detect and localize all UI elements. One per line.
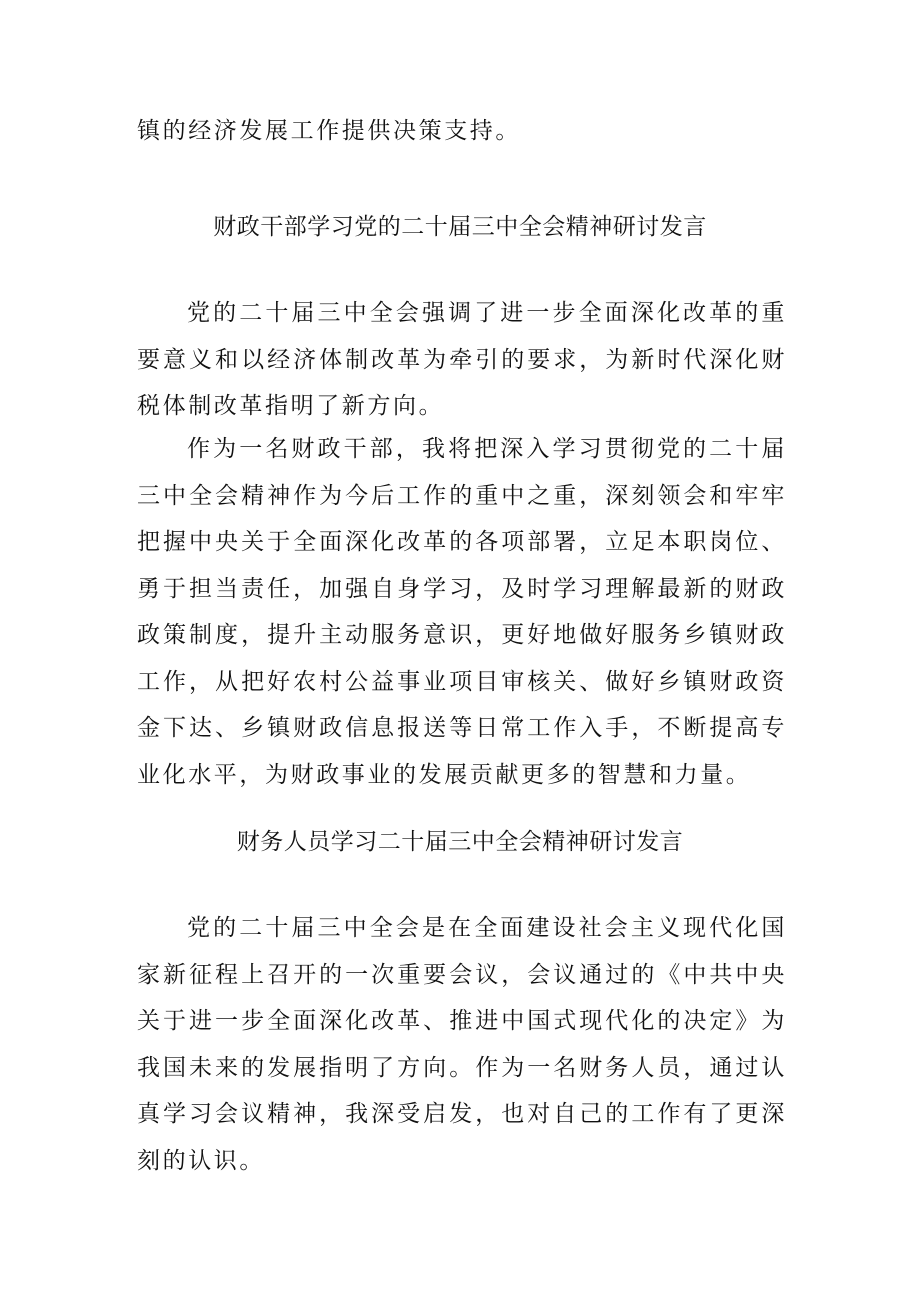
- body-paragraph: 党的二十届三中全会强调了进一步全面深化改革的重要意义和以经济体制改革为牵引的要求，为新时代深化财税体制改革指明了新方向。: [137, 300, 787, 419]
- section-heading-finance-cadre: 财政干部学习党的二十届三中全会精神研讨发言: [213, 214, 707, 240]
- carry-over-paragraph: 镇的经济发展工作提供决策支持。: [137, 118, 521, 144]
- section-heading-finance-staff: 财务人员学习二十届三中全会精神研讨发言: [236, 829, 684, 855]
- body-paragraph: 作为一名财政干部，我将把深入学习贯彻党的二十届三中全会精神作为今后工作的重中之重，深刻领会和牢牢把握中央关于全面深化改革的各项部署，立足本职岗位、勇于担当责任，加强自身学习，及时学习理解最新的财政政策制度，提升主动服务意识，更好地做好服务乡镇财政工作，从把好农村公益事业项目审核关、做好乡镇财政资金下达、乡镇财政信息报送等日常工作入手，不断提高专业化水平，为财政事业的发展贡献更多的智慧和力量。: [137, 436, 787, 788]
- body-paragraph: 党的二十届三中全会是在全面建设社会主义现代化国家新征程上召开的一次重要会议，会议通过的《中共中央关于进一步全面深化改革、推进中国式现代化的决定》为我国未来的发展指明了方向。作为一名财务人员，通过认真学习会议精神，我深受启发，也对自己的工作有了更深刻的认识。: [137, 915, 787, 1174]
